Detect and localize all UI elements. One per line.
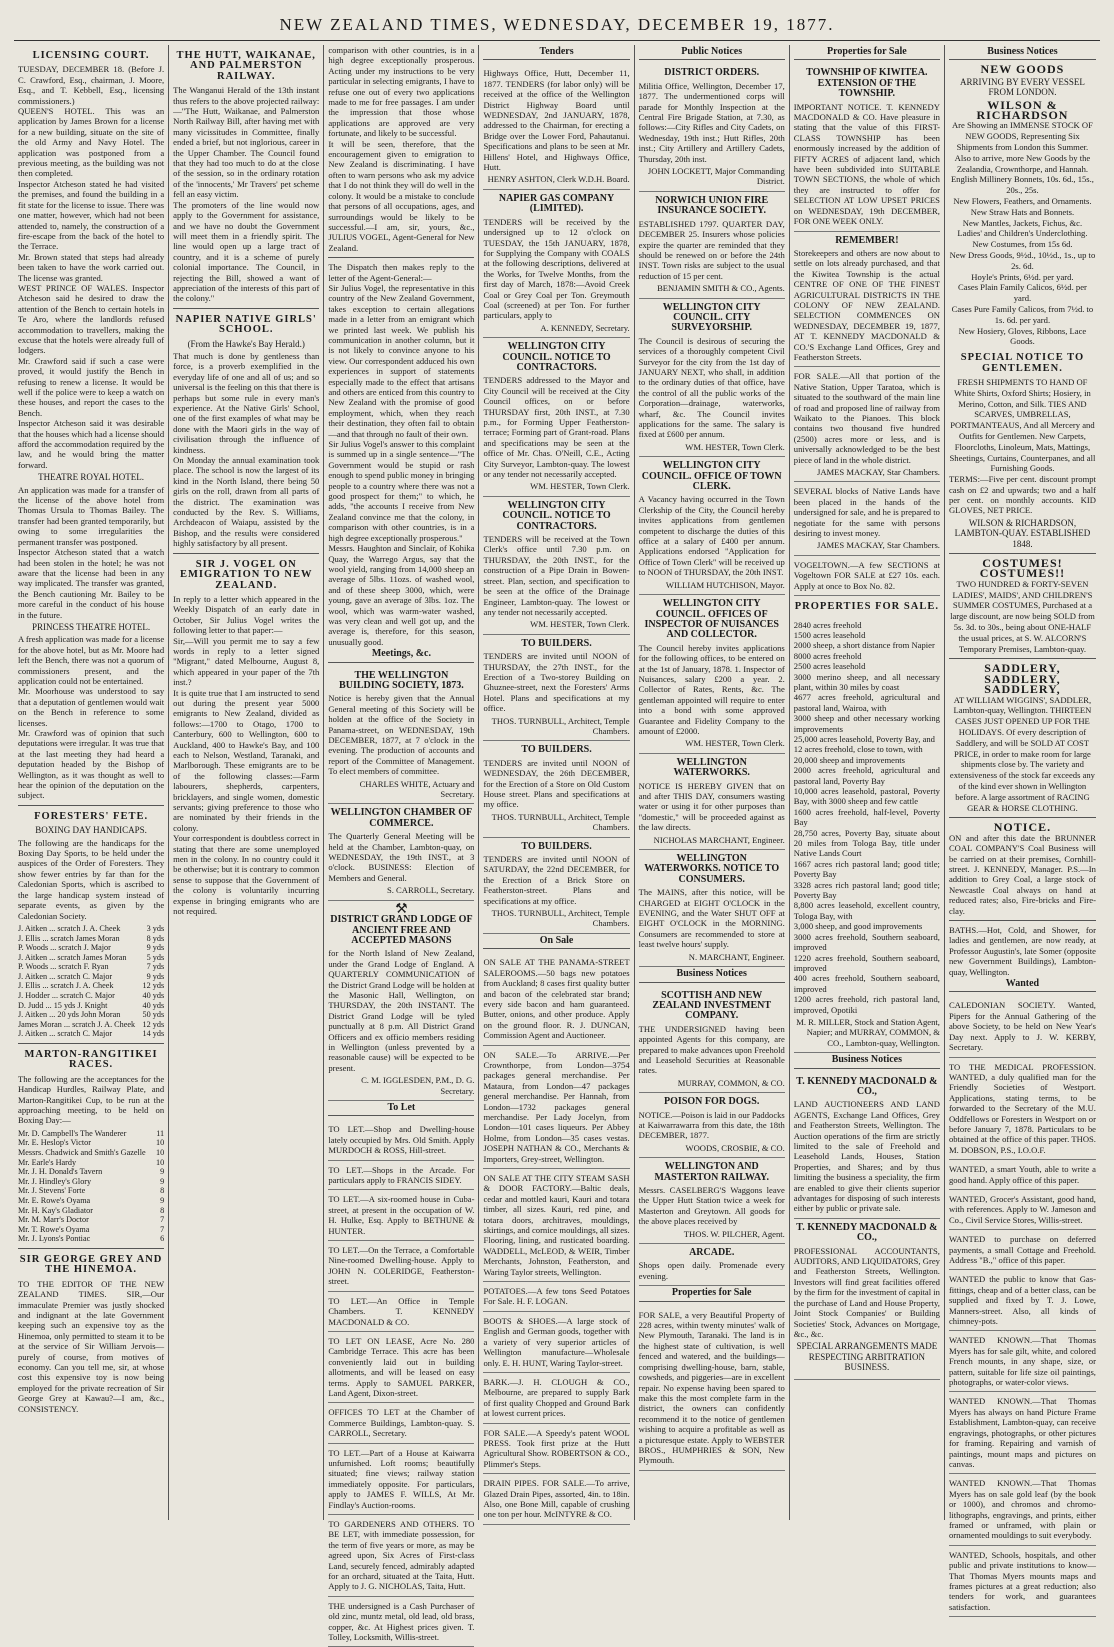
list-item: 1500 acres leasehold	[793, 629, 866, 640]
section-header: Tenders	[483, 45, 629, 60]
column-7	[945, 45, 1100, 1612]
tender-ad: NAPIER GAS COMPANY (LIMITED). TENDERS will be received by the undersigned up to 12 o'clock on TUESDAY, the 15th JANUARY, 1878, for Supplying the Company with COALS at the following descriptions, delivered at the Works, for Twelve Months, from the first day of March, 1878:—Avoid Creek Coal or Grey Coal per Ton. Greymouth Coal (screened) at per Ton. For further particulars, apply to A. KENNEDY, Secretary.	[483, 190, 629, 338]
list-item: 28,750 acres, Poverty Bay, situate about 20 miles from Tologa Bay, title under Native Lands Court	[793, 827, 940, 859]
costumes-body: TWO HUNDRED & FORTY-SEVEN LADIES', MAIDS', AND CHILDREN'S SUMMER COSTUMES, Purchased at a large discount, are now being SOLD from 5s. 3d. to 30s., being about ONE-HALF the usual prices, at S. W. ALCORN'S Temporary Premises, Lambton-quay.	[950, 578, 1095, 654]
public-notice: DISTRICT ORDERS. Militia Office, Wellington, December 17, 1877. The undermentioned corps will parade for Monthly Inspection at the Central Fire Brigade Station, at 7.30, as follows:—City Rifles and City Cadets, on Wednesday, 19th inst.; Hutt Rifles, 20th inst.; City Artillery and Artillery Cadets, Thursday, 20th inst. JOHN LOCKETT, Major Commanding District.	[639, 64, 785, 191]
special-notice-title: SPECIAL NOTICE TO GENTLEMEN.	[960, 352, 1085, 374]
property-ad: TOWNSHIP OF KIWITEA. EXTENSION OF THE TOWNSHIP. IMPORTANT NOTICE. T. KENNEDY MACDONALD & CO. Have pleasure in stating that the value of this FIRST-CLASS TOWNSHIP has been enormously increased by the addition of FIFTY ACRES of adjacent land, which have been subdivided into SUITABLE TOWN SECTIONS, the whole of which they are instructed to offer for SELECTION AT LOW UPSET PRICES on WEDNESDAY, 19th DECEMBER, FOR ONE WEEK ONLY.	[794, 64, 940, 231]
public-notice: WELLINGTON CITY COUNCIL. CITY SURVEYORSHIP. The Council is desirous of securing the services of a thoroughly competent Civil Surveyor for the city from the 1st day of JANUARY NEXT, who shall, in addition to the ordinary duties of that office, have the control of all the public works of the Corporation—drainage, waterworks, wharf, &c. The Council invites applications for the same. The salary is fixed at £600 per annum. WM. HESTER, Town Clerk.	[639, 299, 785, 458]
sale-ad: ON SALE AT THE CITY STEAM SASH & DOOR FACTORY.—Baltic deals, cedar and mottled kauri, Kauri and totara timber, all sizes. Kauri, red pine, and totara doors, architraves, mouldings, skirtings, and cornice mouldings, all sizes. Flooring, lining, and rusticated boarding. WADDELL, McLEOD, & WEIR, Timber Merchants, Johnston, Featherston, and Waring Taylor streets, Wellington.	[483, 1169, 629, 1282]
list-item: P. Woods ... scratch J. Major 9 yds	[18, 943, 165, 953]
list-item: 3000 sheep and other necessary working improvements	[793, 713, 940, 734]
section-header: Business Notices	[639, 967, 785, 982]
business-notice: POISON FOR DOGS. NOTICE.—Poison is laid in our Paddocks at Kaiwarrawarra from this date, the 18th DECEMBER, 1877. WOODS, CROSBIE, & CO.	[639, 1093, 785, 1158]
wanted-ad: TO THE MEDICAL PROFESSION. WANTED, a duly qualified man for the Friendly Societies of Westport. Applications, stating terms, to be forwarded to the Secretary of the M.U. Oddfellows or Foresters in Westport on or before January 7, 1878. Particulars to be obtained at the office of this paper. THOS. M. DOBSON, P.S., I.O.O.F.	[949, 1058, 1096, 1161]
column-5	[635, 45, 790, 1520]
section-header: Business Notices	[794, 1053, 940, 1068]
wanted-ad: CALEDONIAN SOCIETY. Wanted, Pipers for the Annual Gathering of the above Society, to be held on New Year's Day next. Apply to J. W. KERBY, Secretary.	[949, 996, 1096, 1057]
list-item: 10,000 acres leasehold, pastoral, Poverty Bay, with 3000 sheep and few cattle	[793, 786, 940, 807]
paragraph: On Monday the annual examination took place. The school is now the largest of its kind in the North Island, there being 50 girls on the roll, drawn from all parts of the district. The examination was conducted by the Rev. S. Williams, Archdeacon of Waiapu, assisted by the Bishop, and the results were considered highly satisfactory by all present.	[173, 455, 320, 549]
list-item: Messrs. Chadwick and Smith's Gazelle 10	[18, 1148, 165, 1158]
list-item: Cases Plain Family Calicos, 6½d. per yard.	[957, 282, 1087, 304]
section-header: Properties for Sale	[794, 45, 940, 60]
ad-body: for the North Island of New Zealand, under the Grand Lodge of England. A QUARTERLY COMMUNICATION of the District Grand Lodge will be holden at the Masonic Hall, Wellington, on THURSDAY, the 20th INSTANT. The District Grand Lodge will be tyled punctually at 8 p.m. All District Grand Officers and ex officio members residing in Wellington (unless prevented by a reasonable cause) will be expected to be present.	[328, 948, 475, 1073]
public-notice: WELLINGTON CITY COUNCIL. OFFICES OF INSPECTOR OF NUISANCES AND COLLECTOR. The Council hereby invites applications for the following offices, to be entered on at the 1st of January, 1878. 1. Inspector of Nuisances, salary £200 a year. 2. Collector of Rates, Rents, &c. The gentleman appointed will require to enter into a bond with some approved Guarantee and Fidelity Company to the amount of £2000. WM. HESTER, Town Clerk.	[639, 595, 785, 754]
paragraph: In reply to a letter which appeared in the Weekly Dispatch of an early date in October, Sir Julius Vogel writes the following letter to that paper:—	[173, 593, 320, 636]
list-item: J. Ellis ... scratch J. A. Cheek 12 yds	[18, 981, 165, 991]
sale-ad: DRAIN PIPES. FOR SALE.—To arrive, Glazed Drain Pipes, assorted, 4in. to 18in. Also, one Bone Mill, capable of crushing one ton per hour. McINTYRE & CO.	[483, 1474, 629, 1525]
advertisement	[328, 901, 474, 1101]
list-item: Hoyle's Prints, 6½d. per yard.	[971, 271, 1074, 282]
list-item: New Flowers, Feathers, and Ornaments.	[953, 196, 1092, 207]
subheading: THEATRE ROYAL HOTEL.	[38, 472, 145, 483]
sale-ad: ON SALE.—To ARRIVE.—Per Crownthorpe, from London—3754 packages general merchandise. Per Mataura, from London—47 packages general merchandise. Per Hannah, from London—1732 packages general merchandise. Per Lady Jocelyn, from London—101 cases liqueurs. Per Abbey Holme, from London—35 cases vestas. JOSEPH NATHAN & CO., Merchants & Importers, Grey-street, Wellington.	[483, 1046, 629, 1169]
business-notice: SCOTTISH AND NEW ZEALAND INVESTMENT COMPANY. THE UNDERSIGNED having been appointed Agents for this company, are prepared to make advances upon Freehold and Leasehold Securities at Reasonable rates. MURRAY, COMMON, & CO.	[639, 987, 785, 1094]
ad-signature: M. R. MILLER, Stock and Station Agent, Napier; and MURRAY, COMMON, & CO., Lambton-quay, Wellington.	[796, 1016, 940, 1048]
list-item: J. Aitken ... 20 yds John Moran 50 yds	[18, 1010, 165, 1020]
list-item: 1600 acres freehold, half-level, Poverty Bay	[793, 806, 940, 828]
costumes-title: COSTUMES! COSTUMES!!	[979, 556, 1066, 581]
list-item: New Dress Goods, 9½d., 10½d., 1s., up to 2s. 6d.	[949, 250, 1096, 271]
tender-ad: WELLINGTON CITY COUNCIL. NOTICE TO CONTRACTORS. TENDERS addressed to the Mayor and City Council will be received at the City Council offices, on or before THURSDAY first, 20th INST., at 7.30 p.m., for Forming Upper Featherston-terrace; Forming part of Grant-road. Plans and specifications may be seen at the office of Mr. Chas. O'Neill, C.E., Acting City Surveyor, Lambton-quay. The lowest or any tender not necessarily accepted. WM. HESTER, Town Clerk.	[483, 338, 629, 497]
divider	[949, 920, 1096, 921]
to-let-ad: TO LET.—Shops in the Arcade. For particulars apply to FRANCIS SIDEY.	[328, 1161, 474, 1191]
list-item: Cases Pure Family Calicos, from 7½d. to 1s. 6d. per yard.	[951, 303, 1094, 325]
handicap-list	[18, 924, 164, 1039]
tender-ad: Highways Office, Hutt, December 11, 1877. TENDERS (for labor only) will be received at the office of the Wellington District Highway Board until WEDNESDAY, 2nd JANUARY, 1878, addressed to the Chairman, for erecting a Bridge over the Lower Ford, Pahautanui. Specifications and plans to be seen at Mr. Hillens' Hotel, and Highways Office, Hutt. HENRY ASHTON, Clerk W.D.H. Board.	[483, 64, 629, 189]
list-item: 3000 acres freehold, Southern seaboard, improved	[793, 931, 940, 953]
list-item: Mr. J. H. Donald's Tavern 9	[18, 1167, 165, 1177]
business-notice: WELLINGTON AND MASTERTON RAILWAY. Messrs. CASELBERG'S Waggons leave the Upper Hutt Station twice a week for Masterton and Greytown. All goods for the above places received by THOS. W. PILCHER, Agent.	[639, 1158, 785, 1244]
sale-ad: POTATOES.—A few tons Seed Potatoes For Sale. H. F. LOGAN.	[483, 1282, 629, 1312]
list-item: 2840 acres freehold	[793, 619, 862, 630]
paragraph: An application was made for a transfer of the license of the above hotel from Thomas Ursula to Thomas Bailey. The transfer had been granted temporarily, but owing to some irregularities the permanent transfer was postponed.	[18, 484, 165, 547]
list-item: 1200 acres freehold, rich pastoral land, improved, Opotiki	[793, 994, 940, 1015]
column-1	[14, 45, 169, 1520]
list-item: Mr. H. Kay's Gladiator 8	[18, 1205, 165, 1215]
acceptance-list	[18, 1129, 164, 1244]
goods-subtitle: ARRIVING BY EVERY VESSEL FROM LONDON.	[959, 76, 1085, 98]
section-header: Business Notices	[949, 45, 1096, 60]
list-item: 8,800 acres leasehold, excellent country, Tologa Bay, with	[793, 900, 940, 921]
list-item: Mr. Earle's Hardy 10	[18, 1157, 165, 1167]
list-item: 2500 acres leasehold	[793, 661, 866, 672]
divider	[173, 308, 319, 309]
section-header: Meetings, &c.	[328, 647, 474, 662]
article-title: THE HUTT, WAIKANAE, AND PALMERSTON RAILWAY.	[176, 50, 316, 82]
list-item: New Hosiery, Gloves, Ribbons, Lace Goods.	[958, 325, 1087, 347]
paragraph: Mr. Crawford was of opinion that such deputations were irregular. It was true that at the last meeting they had heard a deputation headed by the Bishop of Wellington, as it was thought as well to hear the opinion of the deputation on the subject.	[18, 728, 165, 801]
section-header: To Let	[328, 1101, 474, 1116]
paragraph: The promoters of the line would now apply to the Government for assistance, and we have no doubt the Government will meet them in a friendly spirit. The line would open up a large tract of country, and it is a scheme of purely colonial importance. The Council, in rejecting the Bill, showed a want of appreciation of the interests of this part of the colony."	[173, 199, 320, 304]
list-item: J. Hodder ... scratch C. Major 40 yds	[18, 991, 165, 1001]
property-ad: VOGELTOWN.—A few SECTIONS at Vogeltown FOR SALE at £27 10s. each. Apply at once to Box No. 82.	[794, 556, 940, 596]
ad-signature: S. CARROLL, Secretary.	[386, 885, 475, 896]
list-item: D. Judd ... 15 yds J. Knight 40 yds	[18, 1000, 165, 1010]
sale-ad: BOOTS & SHOES.—A large stock of English and German goods, together with a variety of very superior articles of Wellington manufacture—Wholesale only. E. H. HUNT, Waring Taylor-street.	[483, 1312, 629, 1373]
property-list	[794, 616, 940, 1054]
subheading: (From the Hawke's Bay Herald.)	[187, 338, 305, 349]
public-notice: WELLINGTON WATERWORKS. NOTICE TO CONSUMERS. The MAINS, after this notice, will be CHARGED at EIGHT O'CLOCK in the EVENING, and the Water SHUT OFF at EIGHT O'CLOCK in the MORNING. Consumers are recommended to store at least twelve hours' supply. N. MARCHANT, Engineer.	[639, 850, 785, 967]
paragraph: TUESDAY, DECEMBER 18. (Before J. C. Crawford, Esq., chairman, J. Moore, Esq., and T. Kebbell, Esq., licensing commissioners.)	[18, 64, 165, 106]
saddlery-body: AT WILLIAM WIGGINS', SADDLER, Lambton-quay, Wellington. THIRTEEN CASES JUST OPENED UP FOR THE HOLIDAYS. Of every description of Saddlery, and will be SOLD AT COST PRICE, in order to make room for large shipments close by. The variety and extensiveness of the stock far exceeds any of the kind ever shown in Wellington before. A large assortment of RACING GEAR & HORSE CLOTHING.	[949, 694, 1095, 813]
business-notice: T. KENNEDY MACDONALD & CO., PROFESSIONAL ACCOUNTANTS, AUDITORS, AND LIQUIDATORS, Grey and Featherston Streets, Wellington. Investors will find great facilities offered by the firm for the investment of capital in the purchase of Land and House Property, Joint Stock Companies' or Building Societies' Stock, Advances on Mortgage, &c., &c. SPECIAL ARRANGEMENTS MADE RESPECTING ARBITRATION BUSINESS.	[794, 1219, 940, 1380]
paragraph: Inspector Atcheson said it was desirable that the houses which had a license should afford the accommodation required by the law, and he would bring the matter forward.	[18, 418, 165, 470]
wanted-ad: WANTED KNOWN.—That Thomas Myers has for sale gilt, white, and colored French mounts, in any shape, size, or pattern, suitable for life size oil paintings, photographs, or water-color views.	[949, 1331, 1096, 1392]
article-title: NAPIER NATIVE GIRLS' SCHOOL.	[175, 313, 317, 336]
list-item: Mr. J. Lyons's Pontiac 6	[18, 1234, 165, 1244]
to-let-ad: TO LET.—On the Terrace, a Comfortable Nine-roomed Dwelling-house. Apply to JOHN N. COLERIDGE, Featherston-street.	[328, 1241, 474, 1292]
tender-ad: TO BUILDERS. TENDERS are invited until NOON of SATURDAY, the 22nd DECEMBER, for the Erection of a Brick Store on Featherston-street. Plans and specifications at my office. THOS. TURNBULL, Architect, Temple Chambers.	[483, 838, 629, 934]
to-let-ad: TO LET.—A six-roomed house in Cuba-street, at present in the occupation of W. H. Hulke, Esq. Apply to BETHUNE & HUNTER.	[328, 1190, 474, 1241]
list-item: J. Aitken ... scratch C. Major 9 yds	[18, 971, 165, 981]
paragraph: The following are the acceptances for the Handicap Hurdles, Railway Plate, and Marton-Rangitikei Cup, to be run at the approaching meeting, to be held on Boxing Day:—	[18, 1073, 165, 1126]
list-item: Mr. E. Heslop's Victor 10	[18, 1138, 165, 1148]
special-notice-body: FRESH SHIPMENTS TO HAND OF White Shirts, Oxford Shirts; Hosiery, in Merino, Cotton, and Silk. TIES AND SCARVES, UMBRELLAS, PORTMANTEAUS, And all Mercery and Outfits for Gentlemen. New Carpets, Floorcloths, Linoleum, Mats, Mattings, Sheetings, Curtains, Counterpanes, and all Furnishing Goods.	[949, 376, 1096, 474]
list-item: J. Aitken ... scratch James Moran 5 yds	[18, 952, 165, 962]
tender-ad: WELLINGTON CITY COUNCIL. NOTICE TO CONTRACTORS. TENDERS will be received at the Town Clerk's office until 7.30 p.m. on THURSDAY, the 20th INST., for the construction of a Pipe Drain in Bowen-street. Plan, section, and specification to be seen at the office of the Drainage Engineer, Lambton-quay. The lowest or any tender not necessarily accepted. WM. HESTER, Town Clerk.	[483, 497, 629, 635]
paragraph: Inspector Atcheson stated he had visited the premises, and found the building in a fit state for the license to issue. There was one matter, however, which had not been attended to, namely, the construction of a fire-escape from the back of the hotel to the Terrace.	[18, 178, 165, 252]
list-item: 12 acres freehold, close to town, with	[793, 744, 923, 755]
section-header: On Sale	[483, 934, 629, 949]
advertisement	[328, 667, 474, 805]
sale-ad: ON SALE AT THE PANAMA-STREET SALEROOMS.—50 bags new potatoes from Auckland; 8 cases first quality butter and bacon of the celebrated star brand; every side bacon and ham guaranteed. Butter, onions, and other produce. Apply on the ground floor. R. J. DUNCAN, Commission Agent and Auctioneer.	[483, 953, 629, 1045]
list-item: New Mantles, Jackets, Fichus, &c.	[962, 217, 1083, 228]
list-item: 400 acres freehold, Southern seaboard, improved	[793, 973, 940, 994]
paragraph: Mr. Brown stated that steps had already been taken to have the work carried out. The license was granted.	[18, 251, 165, 283]
column-2	[169, 45, 324, 1520]
masonic-emblem-icon: ⚒	[395, 901, 408, 917]
wanted-ad: WANTED, Grocer's Assistant, good hand, with references. Apply to W. Jameson and Co., Civil Service Stores, Willis-street.	[949, 1190, 1096, 1230]
business-notice: ARCADE. Shops open daily. Promenade every evening.	[639, 1244, 785, 1286]
business-notice: T. KENNEDY MACDONALD & CO., LAND AUCTIONEERS AND LAND AGENTS, Exchange Land Offices, Grey and Featherston Streets, Wellington. The Auction operations of the firm are strictly limited to the sale of Freehold and Leasehold Lands, Houses, Station Properties, and Shares; and by thus limiting the business a speciality, the firm are enabled to give their clients superior advantages for disposing of such interests either by public or private sale.	[794, 1073, 940, 1219]
to-let-ad: THE undersigned is a Cash Purchaser of old zinc, muntz metal, old lead, old brass, copper, &c. At Highest prices given. T. Tolley, Locksmith, Willis-street.	[328, 1597, 474, 1647]
to-let-ad: TO LET.—An Office in Temple Chambers. T. KENNEDY MACDONALD & CO.	[328, 1292, 474, 1332]
divider	[949, 817, 1096, 818]
ad-body: The Quarterly General Meeting will be held at the Chamber, Lambton-quay, on WEDNESDAY, the 19th INST., at 3 o'clock. BUSINESS: Election of Members and General.	[328, 831, 475, 883]
paragraph: The Dispatch then makes reply to the letter of the Agent-General:—	[328, 262, 475, 283]
divider	[328, 257, 474, 258]
article-title: FORESTERS' FETE.	[34, 810, 149, 822]
list-item: P. Woods ... scratch F. Ryan 7 yds	[18, 962, 165, 972]
terms: TERMS:—Five per cent. discount prompt cash on £2 and upwards; two and a half per cent. on monthly accounts. KID GLOVES, NET PRICE.	[948, 474, 1096, 516]
wanted-ad: WANTED, Schools, hospitals, and other public and private institutions to know—That Thomas Myers mounts maps and frames pictures at a great reduction; also tenders for work, and guarantees satisfaction.	[949, 1546, 1096, 1617]
paragraph: Your correspondent is doubtless correct in stating that there are some unemployed men in the colony. In no country could it be otherwise; but it is contrary to common sense to suppose that the Government of the colony is voluntarily incurring expense in bringing emigrants who are not required.	[173, 833, 320, 917]
to-let-ad: TO LET ON LEASE, Acre No. 280 Cambridge Terrace. This acre has been conveniently laid out in building allotments, and will be leased on easy terms. Apply to SAMUEL PARKER, Land Agent, Dixon-street.	[328, 1332, 474, 1403]
masthead: NEW ZEALAND TIMES, WEDNESDAY, DECEMBER 19, 1877.	[14, 10, 1100, 41]
article-title: PROPERTIES FOR SALE.	[794, 601, 939, 613]
columns	[14, 45, 1100, 1643]
list-item: Mr. M. Marr's Doctor 7	[18, 1215, 165, 1225]
ad-body: Notice is hereby given that the Annual General meeting of this Society will be holden at the office of the Society in Panama-street, on WEDNESDAY, 19th DECEMBER, 1877, at 7 o'clock in the evening. The production of accounts and report of the Committee of Management. To elect members of committee.	[328, 693, 475, 777]
section-header: Properties for Sale	[639, 1286, 785, 1301]
property-ad: FOR SALE, a very Beautiful Property of 228 acres, within twenty minutes' walk of New Plymouth, Taranaki. The land is in the highest state of cultivation, is well fenced and watered, and the buildings—comprising dwelling-house, barn, stable, cowsheds, and piggeries—are in excellent repair. No expense having been spared to make this the most complete farm in the district, the owners can confidently recommend it to the notice of gentlemen wishing to acquire a profitable as well as a picturesque estate. Apply to WEBSTER BROS., HUMPHRIES & SON, New Plymouth.	[639, 1306, 785, 1471]
property-ad: FOR SALE.—All that portion of the Native Station, Upper Taratoa, which is situated to the southward of the main line of road and proposed line of railway from Waikato to the Pianoes. This block contains two thousand five hundred (2500) acres more or less, and is universally acknowledged to be the best piece of land in the whole district. JAMES MACKAY, Star Chambers.	[794, 367, 940, 482]
section-header: Public Notices	[639, 45, 785, 60]
to-let-ad: TO GARDENERS AND OTHERS. TO BE LET, with immediate possession, for the term of five years or more, as may be agreed upon, Six Acres of First-class Land, securely fenced, admirably adapted for an orchard, situated at the Taita, Hutt. Apply to J. G. NICHOLAS, Taita, Hutt.	[328, 1515, 474, 1597]
list-item: J. Ellis ... scratch James Moran 8 yds	[18, 933, 165, 943]
notice-body: ON and after this date the BRUNNER COAL COMPANY'S Coal Business will be carried on at their premises, Cornhill-street. J. KENNEDY, Manager. P.S.—In addition to Grey Coal, a large stock of Newcastle Coal always on hand at reduced rates; also, Fire-bricks and Fire-clay.	[948, 832, 1096, 916]
goods-list	[949, 153, 1096, 347]
divider	[18, 1043, 164, 1044]
divider	[949, 553, 1096, 554]
list-item: New Straw Hats and Bonnets.	[970, 206, 1075, 217]
paragraph: Mr. Crawford said if such a case were proved, it would justify the Bench in refusing to renew a license. It would be well if the police were to keep a watch on these houses, and report the cases to the Bench.	[18, 355, 165, 418]
to-let-ad: TO LET.—Shop and Dwelling-house lately occupied by Mrs. Old Smith. Apply MURDOCH & ROSS, Hill-street.	[328, 1120, 474, 1160]
list-item: Mr. J. Hindley's Glory 9	[18, 1176, 165, 1186]
public-notice: WELLINGTON CITY COUNCIL. OFFICE OF TOWN CLERK. A Vacancy having occurred in the Town Clerkship of the City, the Council hereby invites applications from gentlemen competent to discharge the duties of this office at a salary of £400 per annum. Applications endorsed "Application for Office of Town Clerk" will be received up to NOON of THURSDAY, the 20th INST. WILLIAM HUTCHISON, Mayor.	[639, 457, 785, 595]
ad-signature: C. M. IGGLESDEN, P.M., D. G. Secretary.	[361, 1075, 475, 1096]
wanted-ad: WANTED KNOWN.—That Thomas Myers has on sale gold leaf (by the book or 1000), and chromos and chromo-lithographs, engravings, and prints, either framed or unframed, with plain or ornamented mouldings to suit everybody.	[949, 1474, 1096, 1545]
list-item: 2000 acres freehold, agricultural and pastoral land, Poverty Bay	[793, 765, 940, 786]
subheading: PRINCESS THEATRE HOTEL.	[32, 621, 151, 632]
paragraph: Mr. Moorhouse was understood to say that a deputation of gentlemen would wait on the Bench in reference to some licenses.	[18, 686, 165, 728]
list-item: J. Aitken ... scratch C. Major 14 yds	[18, 1029, 165, 1039]
paragraph: comparison with other countries, is in a high degree exceptionally prosperous. Acting under my instructions to be very particular in selecting emigrants, I have to refuse one out of every two applications made to me for free passages. I am under the impression that those whose applications are approved are very fortunate, and likely to be successful.	[328, 45, 475, 139]
ad-heading: THE WELLINGTON BUILDING SOCIETY, 1873.	[339, 669, 464, 691]
column-6	[790, 45, 945, 1520]
column-3	[324, 45, 479, 1643]
divider	[18, 1248, 164, 1249]
list-item: Mr. D. Campbell's The Wanderer 11	[18, 1128, 165, 1138]
paragraph: The Wanganui Herald of the 13th instant thus refers to the above projected railway:—"The Hutt, Waikanae, and Palmerston North Railway Bill, after having met with many vicissitudes in Committee, finally ended a brief, but not inglorious, career in the Upper Chamber. The Council found that they had too much to do at the close of the session, so in the ordinary rotation of the 'innocents,' Mr Travers' pet scheme fell an easy victim.	[173, 85, 320, 200]
goods-title: NEW GOODS	[980, 62, 1065, 77]
ad-heading: WELLINGTON CHAMBER OF COMMERCE.	[330, 807, 473, 829]
advertisement	[328, 804, 474, 900]
wanted-ad: WANTED the public to know that Gas-fittings, cheap and of a better class, can be supplied and fixed by T. J. Lowe, Manners-street. Also, all kinds of chimney-pots.	[949, 1270, 1096, 1331]
property-ad: SEVERAL blocks of Native Lands have been placed in the hands of the undersigned for sale, and he is prepared to negotiate for the same with persons desiring to invest money. JAMES MACKAY, Star Chambers.	[794, 482, 940, 555]
paragraph: QUEEN'S HOTEL. This was an application by James Brown for a license for a new building, situate on the site of the old Army and Navy Hotel. The application was postponed from a previous meeting, as the building was not then completed.	[18, 106, 165, 179]
list-item: 8000 acres freehold	[793, 650, 862, 661]
column-4	[479, 45, 634, 1520]
list-item: 2000 sheep, a short distance from Napier	[793, 640, 935, 651]
paragraph: Sir Julius Vogel's answer to this complaint is summed up in a single sentence—"The Government would be stupid or rash enough to spend public money in bringing people to a country where there was not a good prospect for them;" to which, he adds, "the accounts I receive from New Zealand convince me that the colony, in comparison with other countries, is in a high degree exceptionally prosperous."	[328, 439, 475, 543]
paragraph: That much is done by gentleness than force, is a proverb exemplified in the everyday life of one and all of us; and so universal is the feeling on this that there is perhaps but some rule in every man's experience. At the Native Girls' School, one of the first examples of what may be done with the Maori girls in the way of civilisation through the influence of kindness.	[173, 350, 320, 455]
firm-signature: WILSON & RICHARDSON, LAMBTON-QUAY. ESTABLISHED 1848.	[954, 517, 1091, 549]
tender-ad: TO BUILDERS. TENDERS are invited until NOON of THURSDAY, the 27th INST., for the Erection of a Two-storey Building on Ghuznee-street, next the Foresters' Arms Hotel. Plans and specifications at my office. THOS. TURNBULL, Architect, Temple Chambers.	[483, 635, 629, 742]
saddlery-title: SADDLERY, SADDLERY, SADDLERY,	[984, 661, 1061, 697]
divider	[949, 658, 1096, 659]
list-item: 20,000 sheep and improvements	[793, 754, 906, 765]
public-notice: WELLINGTON WATERWORKS. NOTICE IS HEREBY GIVEN that on and after THIS DAY, consumers wasting water or using it for other purposes than "domestic," will be proceeded against as the law directs. NICHOLAS MARCHANT, Engineer.	[639, 754, 785, 850]
subheading: BOXING DAY HANDICAPS.	[35, 825, 147, 836]
paragraph: Sir,—Will you permit me to say a few words in reply to a letter signed "Migrant," dated Melbourne, August 8, which appeared in your paper of the 7th inst.?	[173, 635, 320, 688]
list-item: 3000 merino sheep, and all necessary plant, within 30 miles by coast	[793, 671, 940, 692]
ad-heading: DISTRICT GRAND LODGE OF ANCIENT FREE AND ACCEPTED MASONS	[330, 914, 473, 946]
list-item: Mr. E. Rowe's Oyama 9	[18, 1196, 165, 1206]
to-let-ad: TO LET.—Part of a House at Kaiwarra unfurnished. Loft rooms; beautifully situated; fine views; railway station immediately opposite. For particulars, apply to JAMES F. WILLS, At Mr. Findlay's Auction-rooms.	[328, 1444, 474, 1515]
list-item: 4677 acres freehold, agricultural and pastoral land, Wairoa, with	[793, 692, 940, 713]
wanted-ad: WANTED to purchase on deferred payments, a small Cottage and Freehold. Address "B.," office of this paper.	[949, 1230, 1096, 1270]
firm-name: WILSON & RICHARDSON	[976, 97, 1069, 123]
paragraph: The following are the handicaps for the Boxing Day Sports, to be held under the auspices of the Order of Foresters. They show fewer entries by far than for the Caledonian Sports, which is ascribed to the large handicap system instead of separate events, as given by the Caledonian Society.	[18, 837, 165, 921]
public-notice: NORWICH UNION FIRE INSURANCE SOCIETY. ESTABLISHED 1797. QUARTER DAY, DECEMBER 25. Insurers whose policies expire the quarter are reminded that they should be renewed on or before the 24th INST. Town risks are subject to the usual reduction of 15 per cent. BENJAMIN SMITH & CO., Agents.	[639, 192, 785, 299]
list-item: 3,000 sheep, and good improvements	[793, 921, 923, 932]
paragraph: Messrs. Haughton and Sinclair, of Kohika Quay, the Warrego Argus, say that the wool yield, ranging from 14,000 sheep an average of 5lbs. 11ozs. of washed wool, and of these sheep 3000, which, were young, gave an average of 3lbs. 1oz. The wool, which was warm-water washed, was very clean and well got up, and the average is, therefore, for this season, unusually good.	[328, 543, 475, 647]
paragraph: WEST PRINCE OF WALES. Inspector Atcheson said he desired to draw the attention of the Bench to certain hotels in Te Aro, where the landlords refused accommodation to travellers, making the excuse that the hotels were already full of lodgers.	[18, 282, 165, 356]
paragraph: Inspector Atcheson stated that a watch had been stolen in the hotel; he was not aware that the license had been in any way implicated. The transfer was granted, the Bench cautioning Mr. Bailey to be more careful in the conduct of his house in the future.	[18, 547, 165, 620]
article-title: LICENSING COURT.	[32, 50, 150, 61]
list-item: 1667 acres rich pastoral land; good title; Poverty Bay	[793, 858, 940, 880]
paragraph: A fresh application was made for a license for the above hotel, but as Mr. Moore had left the Bench, there was not a quorum of commissioners present, and the application could not be entertained.	[18, 634, 165, 686]
list-item: Mr. J. Stevens' Forte 8	[18, 1186, 165, 1196]
article-title: MARTON-RANGITIKEI RACES.	[24, 1049, 158, 1071]
tender-ad: TO BUILDERS. TENDERS are invited until NOON of WEDNESDAY, the 26th DECEMBER, for the Erection of a Store on Old Custom House street. Plans and specifications at my office. THOS. TURNBULL, Architect, Temple Chambers.	[483, 741, 629, 837]
wanted-ad: WANTED KNOWN.—That Thomas Myers has always on hand Picture Frame Establishment, Lambton-quay, can receive engravings, photographs, or other pictures for framing. Repairing and varnish of paintings, mount maps and pictures on canvas.	[949, 1392, 1096, 1474]
list-item: English Millinery Bonnets, 10s. 6d., 15s., 20s., 25s.	[950, 174, 1094, 196]
list-item: 25,000 acres leasehold, Poverty Bay, and	[793, 733, 935, 744]
list-item: Also to arrive, more New Goods by the Zealandia, Crownthorpe, and Hannah.	[954, 152, 1091, 174]
paragraph: TO THE EDITOR OF THE NEW ZEALAND TIMES. SIR,—Our immaculate Premier was justly shocked and indignant at the late Government keeping such an expensive toy as the Hinemoa, only permitted to steam it to be at the service of Sir William Jervois—purely of course, from motives of economy. Can you tell me, sir, at whose cost this expensive toy is now being employed for the private recreation of Sir George Grey at Kawau?—I am, &c., CONSISTENCY.	[18, 1278, 165, 1414]
list-item: 1220 acres freehold, Southern seaboard, improved	[793, 952, 940, 973]
list-item: Mr. T. Rowe's Oyama 7	[18, 1224, 165, 1234]
list-item: 3328 acres rich pastoral land; good title; Poverty Bay	[793, 879, 940, 901]
paragraph: Sir Julius Vogel, the representative in this country of the New Zealand Government, takes exception to certain allegations made in a letter from an emigrant which we printed last week. We publish his communication in another column, but it is not likely to convince anyone to his view. Our correspondent adduced his own experiences in support of statements especially made to the effect that artisans and others are enticed from this country to New Zealand with the promise of good employment, which, when they reach their destination, they often fail to obtain—and that through no fault of their own.	[328, 282, 475, 439]
article-title: SIR J. VOGEL ON EMIGRATION TO NEW ZEALAND.	[179, 558, 313, 591]
notice-title: NOTICE.	[993, 820, 1052, 835]
to-let-ad: OFFICES TO LET at the Chamber of Commerce Buildings, Lambton-quay. S. CARROLL, Secretary.	[328, 1403, 474, 1443]
paragraph: It is quite true that I am instructed to send out during the present year 5000 emigrants to New Zealand, divided as follows:—1700 to Otago, 1700 to Canterbury, 600 to Wellington, 600 to Auckland, 400 to Hawke's Bay, and 100 each to Nelson, Westland, Taranaki, and Marlborough. These emigrants are to be of the following classes:—Farm labourers, shepherds, carpenters, bricklayers, and single women, domestic servants; giving preference to those who are nominated by their friends in the colony.	[173, 687, 320, 833]
wanted-ad: WANTED, a smart Youth, able to write a good hand. Apply office of this paper.	[949, 1160, 1096, 1190]
list-item: New Costumes, from 15s 6d.	[972, 239, 1073, 250]
ad-signature: CHARLES WHITE, Actuary and Secretary.	[359, 778, 475, 800]
list-item: J. Aitken ... scratch J. A. Cheek 3 yds	[18, 923, 165, 933]
sale-ad: FOR SALE.—A Speedy's patent WOOL PRESS. Took first prize at the Hutt Agricultural Show. ROBERTSON & CO., Plimmer's Steps.	[483, 1424, 629, 1475]
divider	[18, 805, 164, 806]
property-ad: REMEMBER! Storekeepers and others are now about to settle on lots already purchased, and that the Kiwitea Township is the actual CENTRE OF ONE OF THE FINEST AGRICULTURAL DISTRICTS IN THE COLONY OF NEW ZEALAND. SELECTION COMMENCES ON WEDNESDAY, DECEMBER 19, 1877, AT T. KENNEDY MACDONALD & CO.'S Exchange Land Offices, Grey and Featherston Streets.	[794, 232, 940, 368]
sale-ad: BARK.—J. H. CLOUGH & CO., Melbourne, are prepared to supply Bark of first quality Chopped and Ground Bark at lowest current prices.	[483, 1373, 629, 1424]
paragraph: It will be seen, therefore, that the encouragement given to emigration to New Zealand is discriminating. I have often to warn persons who ask my advice that I do not think they will do well in the colony. It would be a mistake to conclude that persons of all occupations, ages, and surroundings would be likely to be successful.—I am, sir, yours, &c., JULIUS VOGEL, Agent-General for New Zealand.	[328, 138, 475, 253]
article-title: SIR GEORGE GREY AND THE HINEMOA.	[19, 1254, 163, 1276]
goods-intro: Are Showing an IMMENSE STOCK OF NEW GOODS, Representing Six Shipments from London this Summer.	[951, 120, 1093, 153]
list-item: James Moran ... scratch J. A. Cheek 12 yds	[18, 1019, 165, 1029]
baths-ad: BATHS.—Hot, Cold, and Shower, for ladies and gentlemen, are now ready, at Professor Augustin's, late Somer (opposite new Government Buildings), Lambton-quay, Wellington.	[948, 925, 1096, 977]
section-header: Wanted	[949, 977, 1096, 992]
list-item: Ladies' and Children's Underclothing.	[957, 228, 1088, 239]
divider	[173, 553, 319, 554]
